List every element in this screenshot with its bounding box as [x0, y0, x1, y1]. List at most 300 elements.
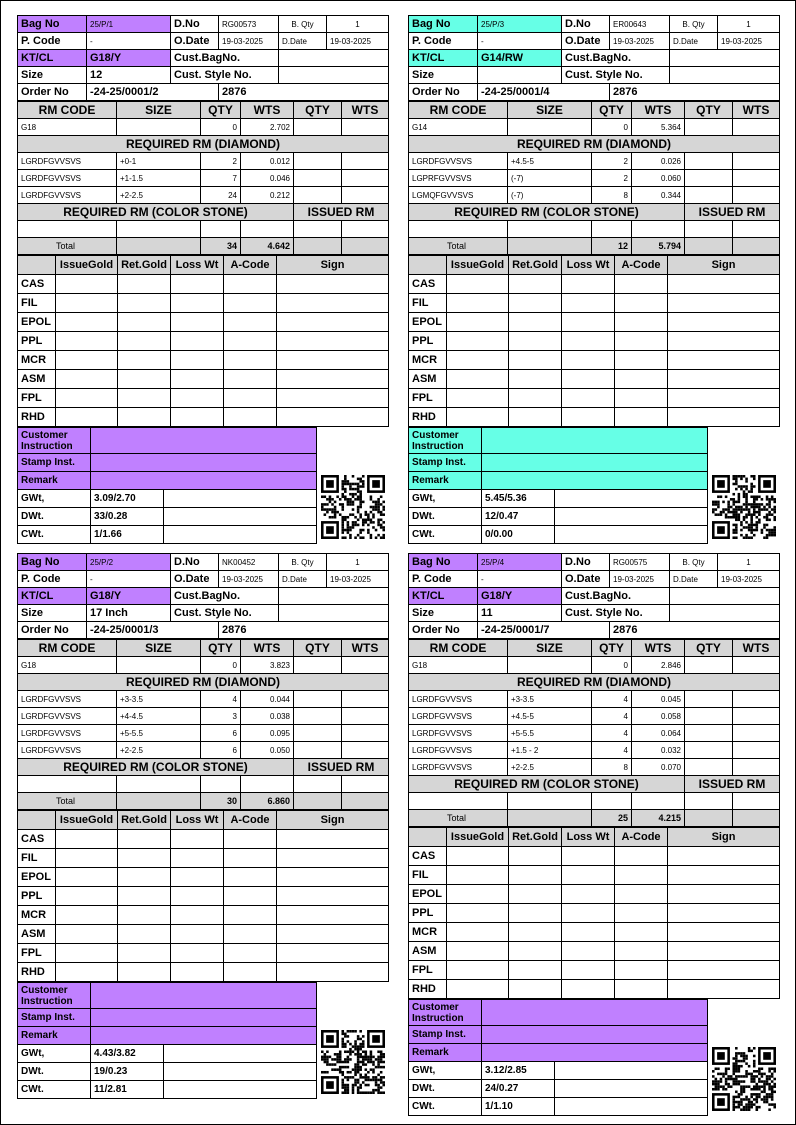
kt-cl-label: KT/CL [409, 50, 478, 67]
diamond-row [409, 725, 780, 742]
total-wts: 6.860 [241, 793, 294, 810]
process-code: PPL [409, 904, 447, 923]
rm-code-header: RM CODE [409, 102, 508, 119]
process-row [18, 332, 389, 351]
total-wts: 4.642 [241, 238, 294, 255]
b-qty-label: B. Qty [670, 16, 718, 33]
rm-wts-value: 2.846 [632, 657, 685, 674]
qty-header: QTY [592, 640, 632, 657]
process-row [18, 887, 389, 906]
rm-size-value [508, 119, 592, 136]
wts-header: WTS [632, 640, 685, 657]
total-qty: 34 [201, 238, 241, 255]
diamond-row [409, 708, 780, 725]
rm-code-header: RM CODE [409, 640, 508, 657]
diamond-wts: 0.026 [632, 153, 685, 170]
customer-instruction-value [482, 428, 708, 454]
process-code: EPOL [18, 868, 56, 887]
diamond-code: LGMQFGVVSVS [409, 187, 508, 204]
diamond-row [409, 759, 780, 776]
cust-style-no-value [670, 605, 780, 622]
o-date-label: O.Date [562, 33, 610, 50]
process-code: ASM [18, 370, 56, 389]
diamond-qty: 8 [592, 759, 632, 776]
diamond-row [409, 170, 780, 187]
process-code: RHD [18, 963, 56, 982]
remark-label: Remark [409, 472, 482, 490]
ret-gold-header: Ret.Gold [509, 256, 562, 275]
dwt-label: DWt. [18, 508, 91, 526]
instruction-table [17, 427, 317, 544]
rm-size-value [117, 657, 201, 674]
rm-code-value: G18 [18, 657, 117, 674]
customer-instruction-value [482, 1000, 708, 1026]
diamond-size: +2-2.5 [117, 187, 201, 204]
issued-qty-header: QTY [685, 102, 733, 119]
remark-value [91, 472, 317, 490]
issued-rm-header: ISSUED RM [685, 204, 780, 221]
order-no-value: -24-25/0001/4 [478, 84, 610, 101]
ret-gold-header: Ret.Gold [118, 811, 171, 830]
process-code: MCR [18, 906, 56, 925]
diamond-wts: 0.044 [241, 691, 294, 708]
bag-no-value: 25/P/2 [87, 554, 171, 571]
sign-header: Sign [277, 256, 389, 275]
process-row [409, 904, 780, 923]
diamond-row [409, 153, 780, 170]
total-label: Total [409, 238, 508, 255]
process-row [409, 885, 780, 904]
remark-value [91, 1027, 317, 1045]
process-code: FIL [409, 294, 447, 313]
diamond-row [409, 742, 780, 759]
diamond-qty: 6 [201, 742, 241, 759]
process-table [17, 810, 389, 982]
diamond-qty: 2 [592, 153, 632, 170]
d-date-value: 19-03-2025 [718, 33, 780, 50]
qr-code-box [708, 470, 779, 544]
rm-size-value [117, 119, 201, 136]
bag-no-value: 25/P/4 [478, 554, 562, 571]
process-row [409, 942, 780, 961]
bag-card-2 [408, 15, 779, 544]
diamond-size: +3-3.5 [508, 691, 592, 708]
process-rows [409, 847, 780, 999]
size-header: SIZE [508, 102, 592, 119]
d-no-value: RG00575 [610, 554, 670, 571]
issue-gold-header: IssueGold [447, 828, 509, 847]
o-date-value: 19-03-2025 [219, 33, 279, 50]
diamond-size: (-7) [508, 170, 592, 187]
diamond-wts: 0.032 [632, 742, 685, 759]
process-row [409, 866, 780, 885]
d-date-label: D.Date [279, 571, 327, 588]
size-value: 12 [87, 67, 171, 84]
diamond-qty: 4 [592, 691, 632, 708]
cust-bag-no-label: Cust.BagNo. [171, 588, 279, 605]
diamond-row [18, 708, 389, 725]
stamp-inst-value [91, 454, 317, 472]
process-row [409, 332, 780, 351]
process-rows [18, 830, 389, 982]
b-qty-label: B. Qty [279, 16, 327, 33]
diamond-qty: 4 [592, 708, 632, 725]
process-code: RHD [18, 408, 56, 427]
bag-no-value: 25/P/1 [87, 16, 171, 33]
d-no-label: D.No [562, 16, 610, 33]
p-code-value: - [87, 33, 171, 50]
rm-qty-value: 0 [592, 119, 632, 136]
order-number-value: 2876 [610, 84, 780, 101]
rm-code-value: G14 [409, 119, 508, 136]
kt-cl-label: KT/CL [18, 588, 87, 605]
cwt-value: 1/1.66 [91, 526, 164, 544]
diamond-qty: 2 [592, 170, 632, 187]
d-date-label: D.Date [279, 33, 327, 50]
process-row [409, 408, 780, 427]
order-no-value: -24-25/0001/7 [478, 622, 610, 639]
o-date-value: 19-03-2025 [610, 33, 670, 50]
process-code: CAS [18, 275, 56, 294]
order-no-value: -24-25/0001/2 [87, 84, 219, 101]
issued-qty-header: QTY [685, 640, 733, 657]
d-no-value: RG00573 [219, 16, 279, 33]
diamond-size: +5-5.5 [508, 725, 592, 742]
remark-label: Remark [18, 1027, 91, 1045]
rm-code-header: RM CODE [18, 102, 117, 119]
total-qty: 12 [592, 238, 632, 255]
p-code-label: P. Code [18, 571, 87, 588]
order-no-label: Order No [18, 84, 87, 101]
diamond-code: LGRDFGVVSVS [18, 691, 117, 708]
cwt-label: CWt. [18, 526, 91, 544]
process-table [17, 255, 389, 427]
required-diamond-header: REQUIRED RM (DIAMOND) [18, 136, 389, 153]
gwt-value: 5.45/5.36 [482, 490, 555, 508]
diamond-size: +3-3.5 [117, 691, 201, 708]
cust-bag-no-value [279, 50, 389, 67]
process-row [18, 313, 389, 332]
wts-header: WTS [241, 102, 294, 119]
b-qty-value: 1 [718, 554, 780, 571]
diamond-size: +4.5-5 [508, 708, 592, 725]
cust-style-no-label: Cust. Style No. [562, 605, 670, 622]
instruction-table [408, 999, 708, 1116]
process-code: FIL [18, 294, 56, 313]
a-code-header: A-Code [615, 256, 668, 275]
d-date-label: D.Date [670, 571, 718, 588]
rm-table [408, 101, 780, 255]
diamond-wts: 0.038 [241, 708, 294, 725]
cwt-value: 1/1.10 [482, 1098, 555, 1116]
process-code: RHD [409, 980, 447, 999]
cust-style-no-value [670, 67, 780, 84]
issued-rm-header: ISSUED RM [294, 759, 389, 776]
d-no-label: D.No [562, 554, 610, 571]
instruction-table [17, 982, 317, 1099]
issued-wts-header: WTS [342, 102, 389, 119]
o-date-label: O.Date [171, 571, 219, 588]
kt-cl-value: G18/Y [87, 50, 171, 67]
diamond-wts: 0.212 [241, 187, 294, 204]
sign-header: Sign [668, 828, 780, 847]
bag-no-label: Bag No [18, 554, 87, 571]
process-row [409, 389, 780, 408]
qty-header: QTY [201, 102, 241, 119]
issue-gold-header: IssueGold [447, 256, 509, 275]
diamond-size: +4.5-5 [508, 153, 592, 170]
order-number-value: 2876 [610, 622, 780, 639]
cwt-label: CWt. [18, 1081, 91, 1099]
diamond-row [18, 187, 389, 204]
cust-bag-no-value [670, 588, 780, 605]
p-code-label: P. Code [409, 33, 478, 50]
diamond-qty: 3 [201, 708, 241, 725]
b-qty-value: 1 [327, 16, 389, 33]
total-label: Total [18, 238, 117, 255]
qr-code-icon [321, 475, 385, 539]
gwt-label: GWt, [18, 490, 91, 508]
card-footer [17, 427, 388, 544]
diamond-rows [18, 153, 389, 204]
b-qty-label: B. Qty [279, 554, 327, 571]
cust-style-no-label: Cust. Style No. [562, 67, 670, 84]
diamond-row [18, 170, 389, 187]
process-row [18, 275, 389, 294]
required-color-stone-header: REQUIRED RM (COLOR STONE) [18, 759, 294, 776]
diamond-code: LGRDFGVVSVS [18, 708, 117, 725]
process-row [18, 389, 389, 408]
wts-header: WTS [241, 640, 294, 657]
size-value: 17 Inch [87, 605, 171, 622]
process-code: RHD [409, 408, 447, 427]
required-diamond-header: REQUIRED RM (DIAMOND) [409, 674, 780, 691]
diamond-wts: 0.344 [632, 187, 685, 204]
process-row [409, 980, 780, 999]
diamond-code: LGRDFGVVSVS [409, 153, 508, 170]
process-code: EPOL [409, 885, 447, 904]
process-row [409, 313, 780, 332]
rm-code-value: G18 [18, 119, 117, 136]
d-date-label: D.Date [670, 33, 718, 50]
issued-wts-header: WTS [342, 640, 389, 657]
gwt-label: GWt, [18, 1045, 91, 1063]
required-color-stone-header: REQUIRED RM (COLOR STONE) [409, 776, 685, 793]
qr-code-icon [712, 1047, 776, 1111]
dwt-label: DWt. [409, 508, 482, 526]
bag-no-label: Bag No [409, 554, 478, 571]
customer-instruction-value [91, 983, 317, 1009]
process-row [18, 830, 389, 849]
process-row [409, 275, 780, 294]
diamond-qty: 4 [201, 691, 241, 708]
issue-gold-header: IssueGold [56, 256, 118, 275]
b-qty-value: 1 [718, 16, 780, 33]
qr-code-box [317, 1025, 388, 1099]
bag-header-table [408, 553, 780, 639]
process-row [18, 370, 389, 389]
d-no-value: ER00643 [610, 16, 670, 33]
o-date-label: O.Date [562, 571, 610, 588]
issued-qty-header: QTY [294, 640, 342, 657]
diamond-row [409, 187, 780, 204]
process-table [408, 255, 780, 427]
ret-gold-header: Ret.Gold [509, 828, 562, 847]
bag-no-value: 25/P/3 [478, 16, 562, 33]
process-row [18, 849, 389, 868]
process-row [409, 294, 780, 313]
instruction-table [408, 427, 708, 544]
diamond-rows [409, 153, 780, 204]
diamond-code: LGRDFGVVSVS [409, 691, 508, 708]
bag-no-label: Bag No [409, 16, 478, 33]
diamond-wts: 0.095 [241, 725, 294, 742]
diamond-code: LGRDFGVVSVS [409, 742, 508, 759]
kt-cl-label: KT/CL [409, 588, 478, 605]
process-code: ASM [18, 925, 56, 944]
customer-instruction-label: Customer Instruction [409, 428, 482, 454]
kt-cl-label: KT/CL [18, 50, 87, 67]
d-date-value: 19-03-2025 [327, 33, 389, 50]
diamond-row [18, 691, 389, 708]
issued-rm-header: ISSUED RM [294, 204, 389, 221]
process-code: MCR [18, 351, 56, 370]
size-header: SIZE [117, 640, 201, 657]
stamp-inst-value [482, 1026, 708, 1044]
process-row [409, 961, 780, 980]
rm-wts-value: 5.364 [632, 119, 685, 136]
diamond-rows [18, 691, 389, 759]
bag-header-table [17, 553, 389, 639]
diamond-qty: 24 [201, 187, 241, 204]
process-row [18, 925, 389, 944]
rm-table [17, 639, 389, 810]
diamond-qty: 7 [201, 170, 241, 187]
size-value: 11 [478, 605, 562, 622]
size-header: SIZE [117, 102, 201, 119]
qty-header: QTY [592, 102, 632, 119]
required-color-stone-header: REQUIRED RM (COLOR STONE) [18, 204, 294, 221]
qr-code-icon [321, 1030, 385, 1094]
a-code-header: A-Code [224, 256, 277, 275]
bag-header-table [408, 15, 780, 101]
diamond-code: LGRDFGVVSVS [18, 170, 117, 187]
cwt-label: CWt. [409, 1098, 482, 1116]
rm-wts-value: 3.823 [241, 657, 294, 674]
card-footer [17, 982, 388, 1099]
diamond-size: +1.5 - 2 [508, 742, 592, 759]
rm-code-value: G18 [409, 657, 508, 674]
diamond-size: +4-4.5 [117, 708, 201, 725]
rm-table [408, 639, 780, 827]
diamond-code: LGRDFGVVSVS [409, 759, 508, 776]
gwt-value: 3.12/2.85 [482, 1062, 555, 1080]
total-qty: 30 [201, 793, 241, 810]
dwt-value: 12/0.47 [482, 508, 555, 526]
o-date-label: O.Date [171, 33, 219, 50]
process-code: EPOL [18, 313, 56, 332]
dwt-value: 33/0.28 [91, 508, 164, 526]
diamond-row [409, 691, 780, 708]
o-date-value: 19-03-2025 [610, 571, 670, 588]
d-no-value: NK00452 [219, 554, 279, 571]
stamp-inst-label: Stamp Inst. [409, 1026, 482, 1044]
remark-value [482, 472, 708, 490]
rm-table [17, 101, 389, 255]
issued-rm-header: ISSUED RM [685, 776, 780, 793]
sign-header: Sign [277, 811, 389, 830]
loss-wt-header: Loss Wt [171, 811, 224, 830]
order-no-label: Order No [409, 84, 478, 101]
diamond-rows [409, 691, 780, 776]
diamond-size: +2-2.5 [117, 742, 201, 759]
order-no-value: -24-25/0001/3 [87, 622, 219, 639]
diamond-size: +0-1 [117, 153, 201, 170]
remark-label: Remark [18, 472, 91, 490]
process-row [18, 944, 389, 963]
diamond-code: LGRDFGVVSVS [409, 708, 508, 725]
stamp-inst-value [91, 1009, 317, 1027]
o-date-value: 19-03-2025 [219, 571, 279, 588]
required-diamond-header: REQUIRED RM (DIAMOND) [409, 136, 780, 153]
total-wts: 5.794 [632, 238, 685, 255]
diamond-code: LGPRFGVVSVS [409, 170, 508, 187]
total-label: Total [18, 793, 117, 810]
process-row [18, 351, 389, 370]
process-rows [18, 275, 389, 427]
cust-bag-no-label: Cust.BagNo. [562, 50, 670, 67]
p-code-value: - [478, 33, 562, 50]
ret-gold-header: Ret.Gold [118, 256, 171, 275]
size-label: Size [18, 605, 87, 622]
process-code: FPL [18, 944, 56, 963]
kt-cl-value: G18/Y [478, 588, 562, 605]
card-footer [408, 999, 779, 1116]
p-code-label: P. Code [18, 33, 87, 50]
process-row [18, 963, 389, 982]
process-code: FPL [409, 961, 447, 980]
diamond-qty: 2 [201, 153, 241, 170]
order-no-label: Order No [18, 622, 87, 639]
diamond-code: LGRDFGVVSVS [18, 742, 117, 759]
order-no-label: Order No [409, 622, 478, 639]
diamond-wts: 0.060 [632, 170, 685, 187]
remark-value [482, 1044, 708, 1062]
diamond-code: LGRDFGVVSVS [18, 187, 117, 204]
process-code: EPOL [409, 313, 447, 332]
cust-bag-no-value [279, 588, 389, 605]
kt-cl-value: G18/Y [87, 588, 171, 605]
rm-qty-value: 0 [592, 657, 632, 674]
a-code-header: A-Code [224, 811, 277, 830]
issued-wts-header: WTS [733, 102, 780, 119]
process-code: CAS [409, 275, 447, 294]
dwt-value: 19/0.23 [91, 1063, 164, 1081]
size-label: Size [409, 67, 478, 84]
card-footer [408, 427, 779, 544]
process-row [18, 868, 389, 887]
rm-qty-value: 0 [201, 119, 241, 136]
process-rows [409, 275, 780, 427]
dwt-label: DWt. [18, 1063, 91, 1081]
diamond-qty: 4 [592, 742, 632, 759]
required-diamond-header: REQUIRED RM (DIAMOND) [18, 674, 389, 691]
diamond-wts: 0.046 [241, 170, 294, 187]
size-header: SIZE [508, 640, 592, 657]
process-code: CAS [18, 830, 56, 849]
d-date-value: 19-03-2025 [327, 571, 389, 588]
b-qty-value: 1 [327, 554, 389, 571]
